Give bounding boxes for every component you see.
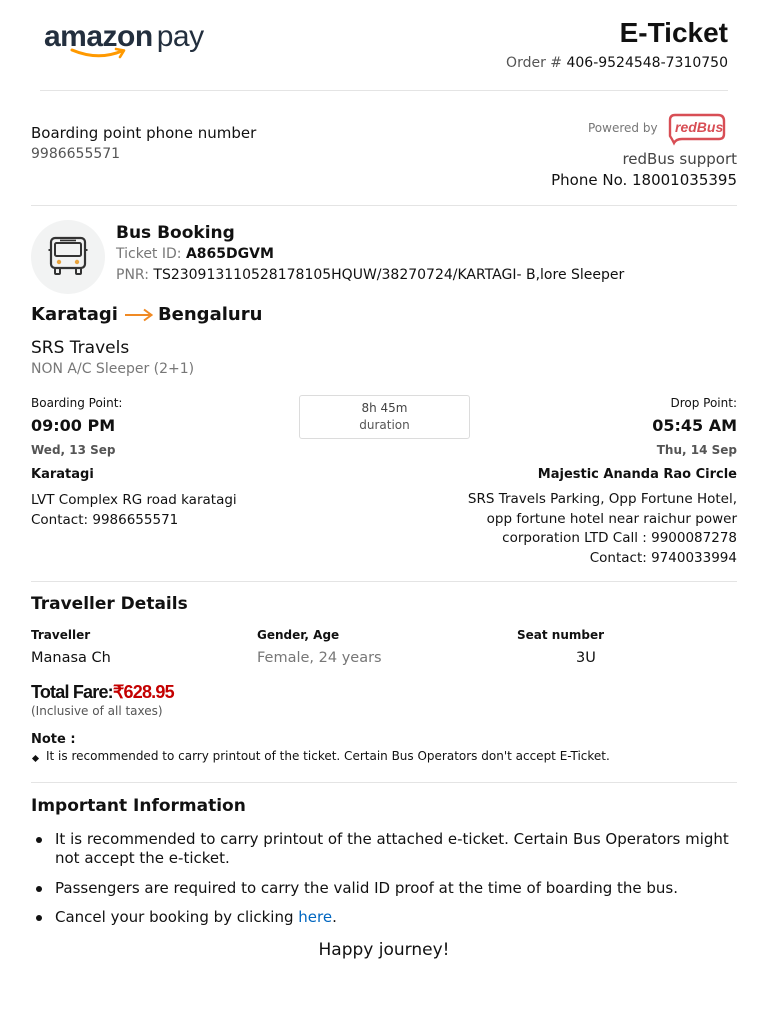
important-info-item bbox=[31, 879, 731, 898]
total-fare bbox=[31, 682, 174, 703]
route bbox=[31, 304, 262, 325]
fare-tax-note: (Inclusive of all taxes) bbox=[31, 704, 163, 718]
duration-value: 8h 45m bbox=[361, 401, 408, 415]
order-label: Order # bbox=[506, 55, 563, 71]
boarding-date: Wed, 13 Sep bbox=[31, 443, 116, 457]
traveller-name: Manasa Ch bbox=[31, 650, 111, 666]
drop-date: Thu, 14 Sep bbox=[656, 443, 737, 457]
bus-icon bbox=[48, 236, 88, 278]
boarding-place: Karatagi bbox=[31, 467, 94, 482]
bus-icon-container bbox=[31, 220, 105, 294]
duration-label: duration bbox=[359, 418, 410, 432]
bullet-icon bbox=[36, 886, 42, 892]
duration-box bbox=[299, 395, 470, 439]
route-from: Karatagi bbox=[31, 304, 118, 325]
drop-point-label: Drop Point: bbox=[670, 396, 737, 410]
drop-address-block bbox=[437, 490, 737, 568]
boarding-contact: Contact: 9986655571 bbox=[31, 512, 179, 528]
redbus-support-label: redBus support bbox=[622, 150, 737, 168]
cancel-suffix: . bbox=[332, 907, 337, 926]
logo-amazon-text: amazon bbox=[44, 20, 153, 53]
header-seat-number: Seat number bbox=[517, 628, 605, 642]
important-info-item bbox=[31, 908, 731, 927]
drop-place: Majestic Ananda Rao Circle bbox=[537, 467, 737, 482]
important-info-title: Important Information bbox=[31, 796, 246, 816]
traveller-seat: 3U bbox=[576, 650, 596, 666]
amazon-pay-logo bbox=[44, 20, 224, 64]
divider bbox=[40, 90, 728, 91]
logo-pay-text: pay bbox=[156, 20, 204, 53]
booking-title: Bus Booking bbox=[116, 223, 235, 243]
pnr bbox=[116, 267, 624, 283]
divider bbox=[31, 205, 737, 206]
total-fare-amount: ₹628.95 bbox=[112, 682, 174, 702]
divider bbox=[31, 782, 737, 783]
redbus-support-phone: Phone No. 18001035395 bbox=[551, 171, 737, 189]
boarding-phone-value: 9986655571 bbox=[31, 146, 121, 162]
boarding-address-block bbox=[31, 490, 237, 530]
redbus-logo bbox=[666, 112, 728, 146]
drop-address-line: corporation LTD Call : 9900087278 bbox=[502, 530, 737, 546]
boarding-point-label: Boarding Point: bbox=[31, 396, 123, 410]
boarding-time: 09:00 PM bbox=[31, 416, 116, 435]
important-info-text: It is recommended to carry printout of the attached e-ticket. Certain Bus Operators might not accept the e-ticket. bbox=[55, 830, 729, 867]
note-text: It is recommended to carry printout of the ticket. Certain Bus Operators don't accept E-Ticket. bbox=[46, 749, 610, 763]
ticket-id-label: Ticket ID: bbox=[116, 246, 182, 262]
important-info-list bbox=[31, 830, 731, 926]
eticket-title: E-Ticket bbox=[619, 17, 728, 48]
cancel-booking-link[interactable]: here bbox=[298, 907, 333, 926]
important-info-text: Passengers are required to carry the valid ID proof at the time of boarding the bus. bbox=[55, 879, 679, 897]
header-gender-age: Gender, Age bbox=[257, 628, 340, 642]
amazon-smile-icon bbox=[70, 47, 128, 61]
note-label: Note : bbox=[31, 732, 76, 747]
cancel-prefix: Cancel your booking by clicking bbox=[55, 907, 299, 926]
drop-contact: Contact: 9740033994 bbox=[589, 549, 737, 566]
important-info-item bbox=[31, 830, 731, 867]
traveller-details-title: Traveller Details bbox=[31, 594, 188, 614]
powered-by-redbus bbox=[588, 112, 728, 146]
ticket-id bbox=[116, 246, 274, 262]
header-traveller: Traveller bbox=[31, 628, 91, 642]
total-fare-label: Total Fare: bbox=[31, 682, 113, 702]
traveller-gender-age: Female, 24 years bbox=[257, 650, 382, 666]
drop-address-line: opp fortune hotel near raichur power bbox=[486, 510, 737, 527]
drop-time: 05:45 AM bbox=[652, 416, 737, 435]
arrow-right-icon bbox=[124, 308, 154, 322]
route-to: Bengaluru bbox=[157, 304, 263, 325]
bus-type: NON A/C Sleeper (2+1) bbox=[31, 361, 195, 377]
boarding-address: LVT Complex RG road karatagi bbox=[31, 492, 237, 508]
order-value: 406-9524548-7310750 bbox=[566, 55, 728, 71]
order-number bbox=[506, 55, 728, 71]
divider bbox=[31, 581, 737, 582]
operator-name: SRS Travels bbox=[31, 338, 130, 358]
pnr-label: PNR: bbox=[116, 267, 149, 283]
note-item bbox=[31, 749, 610, 763]
redbus-logo-text: redBus bbox=[675, 119, 724, 135]
powered-by-label: Powered by bbox=[588, 121, 658, 135]
bullet-icon bbox=[36, 837, 42, 843]
boarding-phone-label: Boarding point phone number bbox=[31, 124, 257, 142]
bullet-icon bbox=[32, 754, 39, 761]
footer-message: Happy journey! bbox=[318, 940, 450, 960]
drop-address-line: SRS Travels Parking, Opp Fortune Hotel, bbox=[467, 491, 737, 507]
ticket-id-value: A865DGVM bbox=[185, 246, 274, 262]
pnr-value: TS230913110528178105HQUW/38270724/KARTAGI- B,lore Sleeper bbox=[153, 267, 625, 283]
bullet-icon bbox=[36, 915, 42, 921]
